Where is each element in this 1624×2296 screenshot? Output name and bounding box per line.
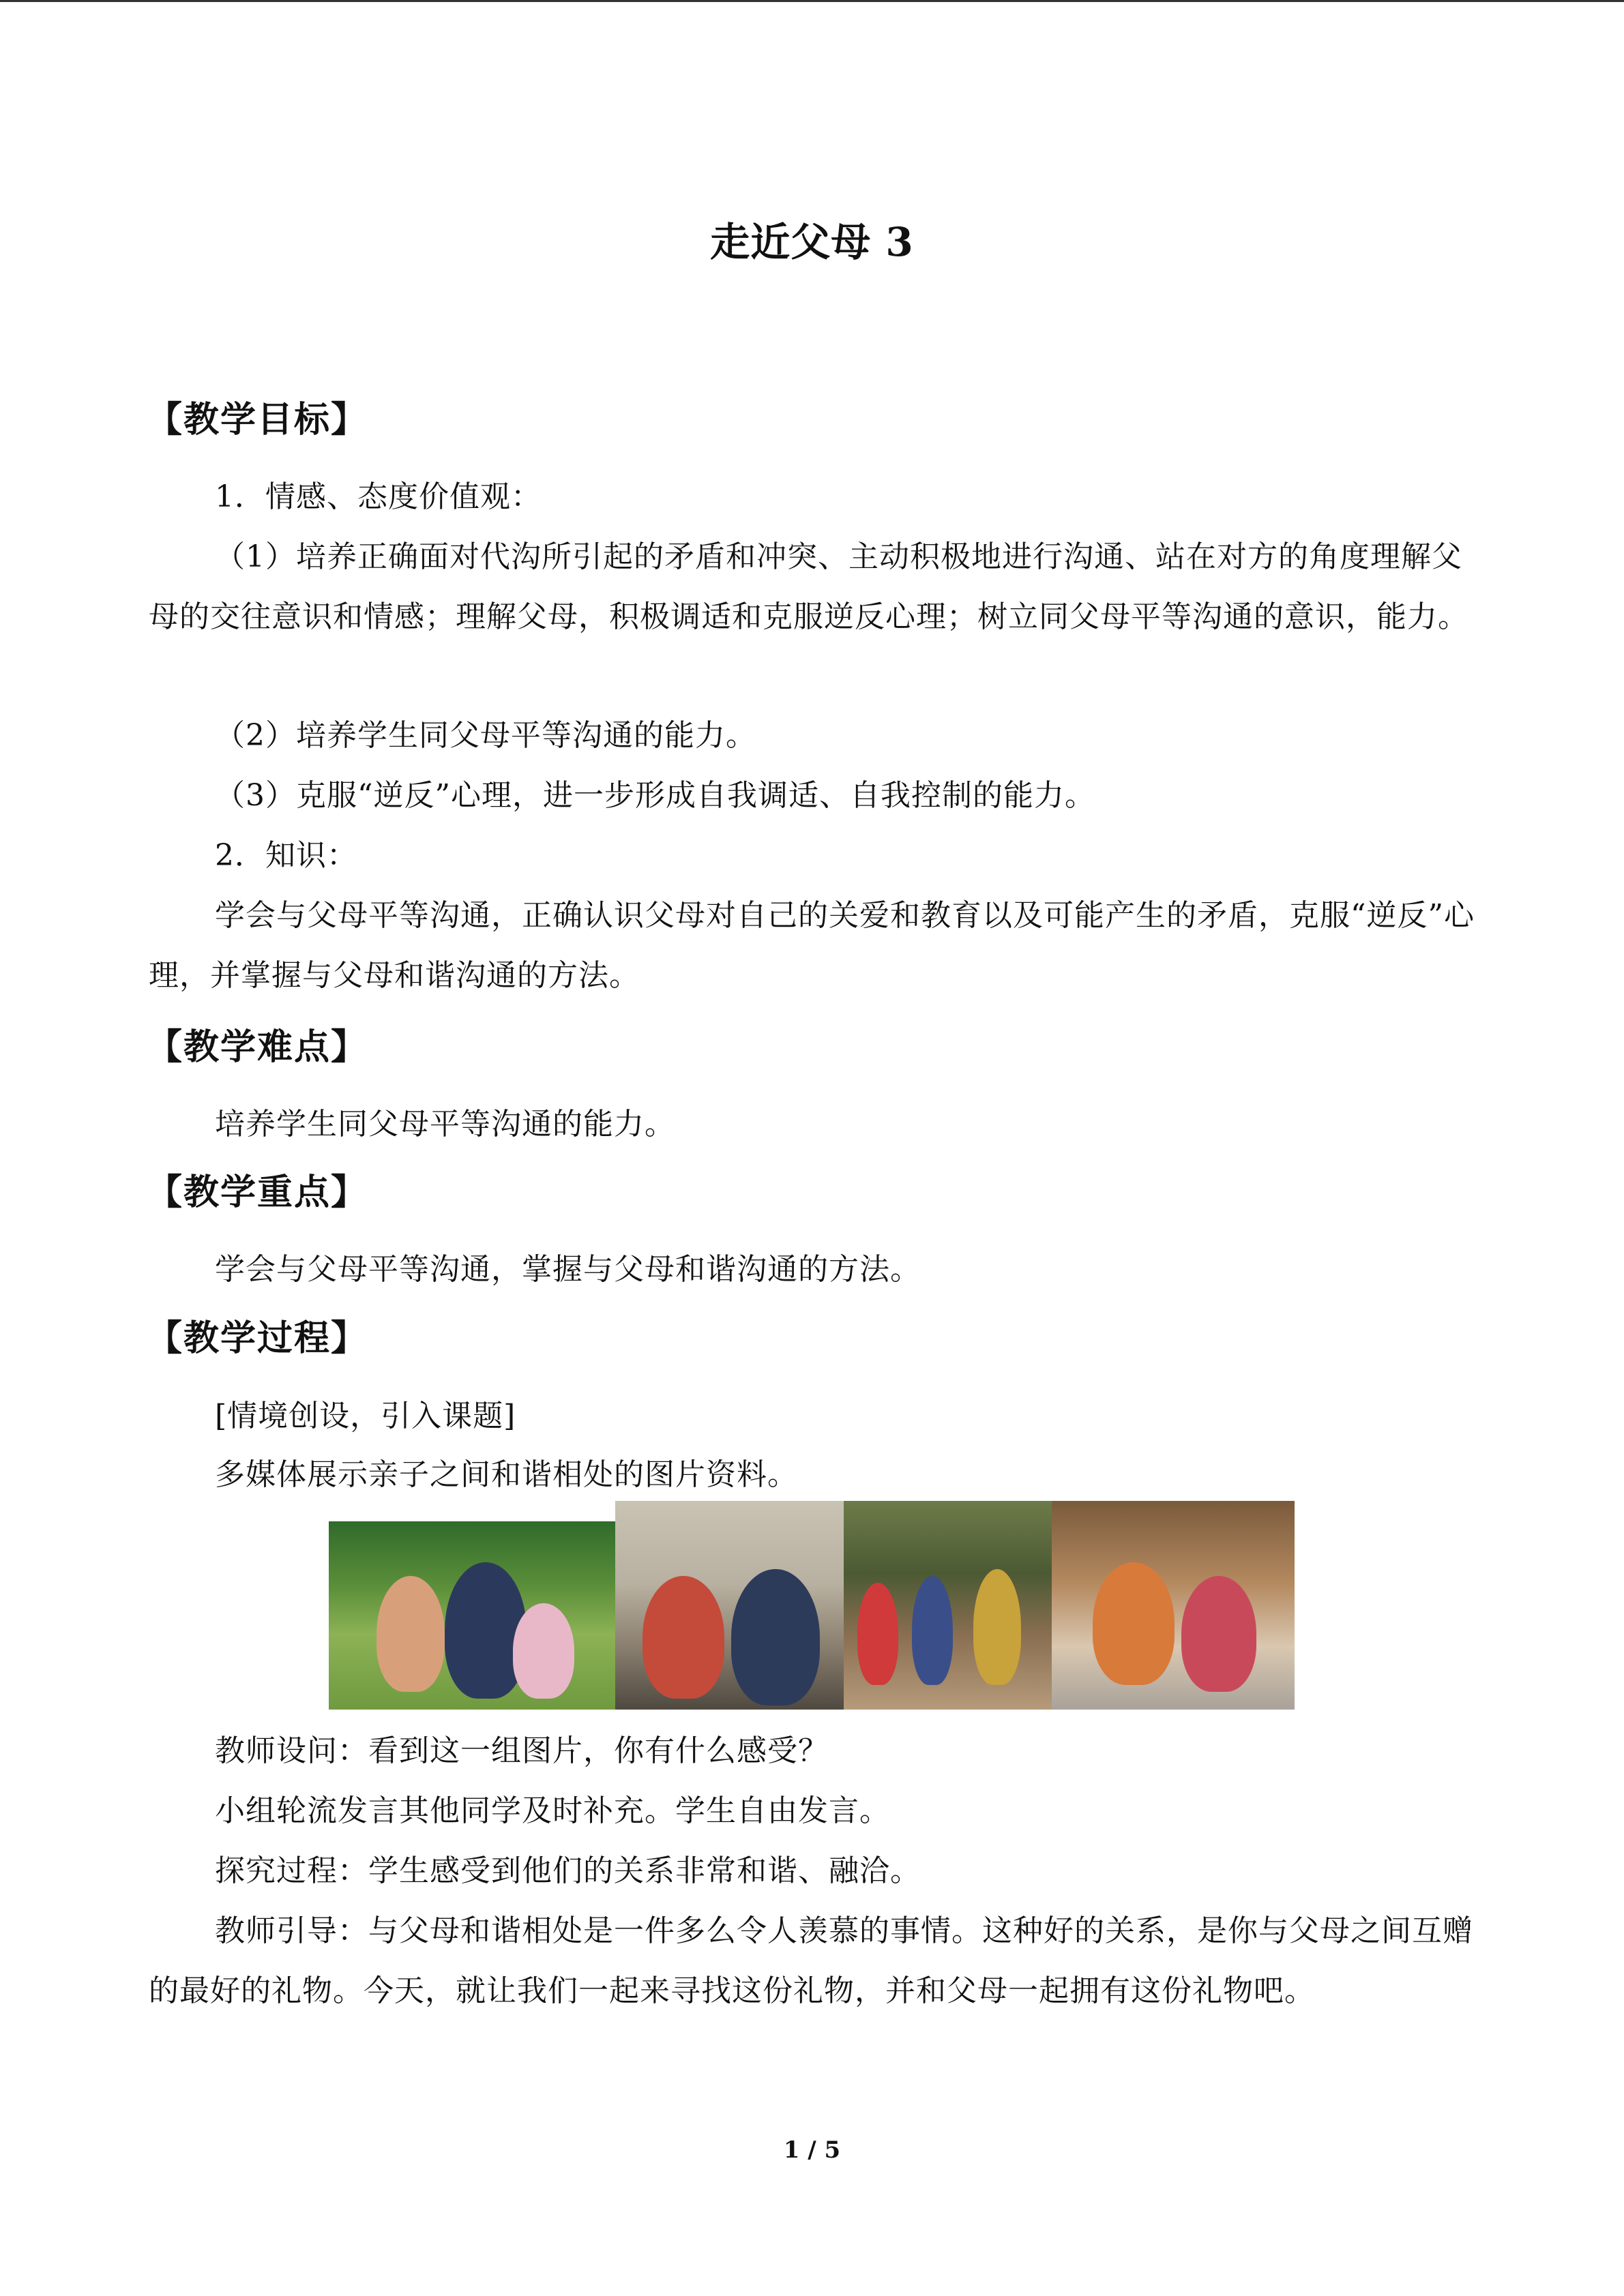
process-scene: [情境创设，引入课题] [215, 1399, 516, 1433]
process-question-1: 教师设问：看到这一组图片，你有什么感受？ [215, 1733, 829, 1768]
key-point-text: 学会与父母平等沟通，掌握与父母和谐沟通的方法。 [215, 1252, 921, 1287]
photo-strip [329, 1501, 1295, 1710]
process-question-3: 探究过程：学生感受到他们的关系非常和谐、融洽。 [215, 1853, 921, 1888]
process-question-2: 小组轮流发言其他同学及时补充。学生自由发言。 [215, 1793, 890, 1828]
family-photo-classroom [1052, 1501, 1295, 1710]
objective-item-1-3: （3）克服“逆反”心理，进一步形成自我调适、自我控制的能力。 [215, 778, 1095, 813]
page-number: 1 / 5 [783, 2136, 841, 2164]
process-question-4: 教师引导：与父母和谐相处是一件多么令人羡慕的事情。这种好的关系，是你与父母之间互赠的最好的礼物。今天，就让我们一起来寻找这份礼物，并和父母一起拥有这份礼物吧。 [149, 1913, 1473, 2008]
family-photo-crowd [844, 1501, 1052, 1710]
objective-item-2-text: 学会与父母平等沟通，正确认识父母对自己的关爱和教育以及可能产生的矛盾，克服“逆反”心理，并掌握与父母和谐沟通的方法。 [149, 898, 1475, 993]
objective-item-1-1: （1）培养正确面对代沟所引起的矛盾和冲突、主动积极地进行沟通、站在对方的角度理解父母的交往意识和情感；理解父母，积极调适和克服逆反心理；树立同父母平等沟通的意识，能力。 [149, 539, 1468, 634]
objective-item-1: 1．情感、态度价值观： [215, 479, 542, 514]
objective-item-1-2: （2）培养学生同父母平等沟通的能力。 [215, 718, 756, 753]
family-photo-park [329, 1521, 615, 1710]
heading-key-point: 【教学重点】 [147, 1172, 368, 1213]
family-photo-statue [615, 1501, 844, 1710]
process-media: 多媒体展示亲子之间和谐相处的图片资料。 [215, 1457, 798, 1492]
objective-item-2: 2．知识： [215, 838, 357, 873]
heading-objectives: 【教学目标】 [147, 399, 368, 441]
document-title: 走近父母 3 [710, 219, 914, 265]
heading-difficulty: 【教学难点】 [147, 1026, 368, 1068]
difficulty-text: 培养学生同父母平等沟通的能力。 [215, 1107, 675, 1142]
heading-process: 【教学过程】 [147, 1317, 368, 1359]
